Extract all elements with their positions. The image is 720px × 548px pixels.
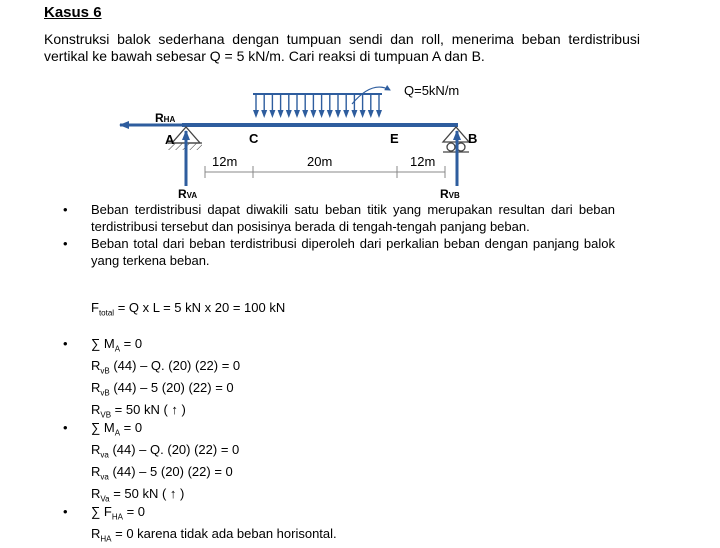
load-arrow-head (261, 110, 267, 118)
load-arrow-head (376, 110, 382, 118)
bullet-icon: • (63, 236, 68, 251)
problem-statement: Konstruksi balok sederhana dengan tumpuan sendi dan roll, menerima beban terdistribusi vertikal ke bawah sebesar Q = 5 kN/m. Cari reaksi di tumpuan A dan B. (44, 31, 640, 64)
equation-line: ∑ $F_{HA} = 0$ (91, 504, 145, 522)
equation-line: $R_{va}$ (44) – 5 (20) (22) = 0 (91, 464, 233, 482)
point-a-label: A (165, 132, 175, 147)
load-arrow-head (269, 110, 275, 118)
load-arrow-head (351, 110, 357, 118)
moment-equation-a (63, 420, 239, 508)
equation-line: $R_{VB} = 50$ kN ( ↑ ) (91, 402, 186, 420)
load-arrow-head (302, 110, 308, 118)
load-arrow-head (327, 110, 333, 118)
explanation-text: Beban total dari beban terdistribusi diperoleh dari perkalian beban dengan panjang balok yang terkena beban. (91, 236, 615, 268)
beam (182, 123, 458, 127)
load-arrow-head (278, 110, 284, 118)
horizontal-force-equation (63, 504, 337, 548)
bullet-icon: • (63, 336, 68, 351)
load-arrow-head (319, 110, 325, 118)
equation-line: $R_{vB}$ (44) – Q. (20) (22) = 0 (91, 358, 241, 376)
dimension-eb: 12m (410, 154, 436, 169)
dimension-ac: 12m (212, 154, 238, 169)
bullet-icon: • (63, 202, 68, 217)
equation-line: $R_{vB}$ (44) – 5 (20) (22) = 0 (91, 380, 234, 398)
list-item (63, 235, 615, 269)
equation-line: $R_{va}$ (44) – Q. (20) (22) = 0 (91, 442, 240, 460)
equation-line: $R_{HA} = 0$ karena tidak ada beban horisontal. (91, 526, 337, 544)
load-arrow-head (294, 110, 300, 118)
moment-equation-b (63, 336, 240, 424)
point-e-label: E (390, 131, 399, 146)
load-arrow-head (335, 110, 341, 118)
load-arrow-head (310, 110, 316, 118)
rvb-label: RVB (440, 187, 460, 201)
load-arrow-head (253, 110, 259, 118)
rha-label: RHA (155, 111, 176, 125)
explanation-list (63, 201, 615, 269)
load-label: Q=5kN/m (404, 83, 460, 98)
total-force-equation: $F_{total} = Q$ x L = 5 kN x 20 = 100 kN (91, 300, 286, 318)
page-title: Kasus 6 (44, 4, 102, 21)
distributed-load (253, 87, 390, 118)
equation-line: ∑ $M_A = 0$ (91, 336, 143, 354)
load-arrow-head (360, 110, 366, 118)
list-item (63, 201, 615, 235)
bullet-icon: • (63, 504, 68, 519)
point-b-label: B (468, 131, 478, 146)
equation-line: $R_{Va} = 50$ kN ( ↑ ) (91, 486, 185, 504)
point-c-label: C (249, 131, 259, 146)
load-arrow-head (368, 110, 374, 118)
rva-label: RVA (178, 187, 198, 201)
equation-line: ∑ $M_A = 0$ (91, 420, 143, 438)
load-arrow-head (343, 110, 349, 118)
load-arrow-head (286, 110, 292, 118)
dimension-ce: 20m (307, 154, 333, 169)
explanation-text: Beban terdistribusi dapat diwakili satu beban titik yang merupakan resultan dari beban terdistribusi tersebut dan posisinya berada di tengah-tengah panjang beban. (91, 202, 615, 234)
beam-diagram (0, 0, 720, 210)
bullet-icon: • (63, 420, 68, 435)
